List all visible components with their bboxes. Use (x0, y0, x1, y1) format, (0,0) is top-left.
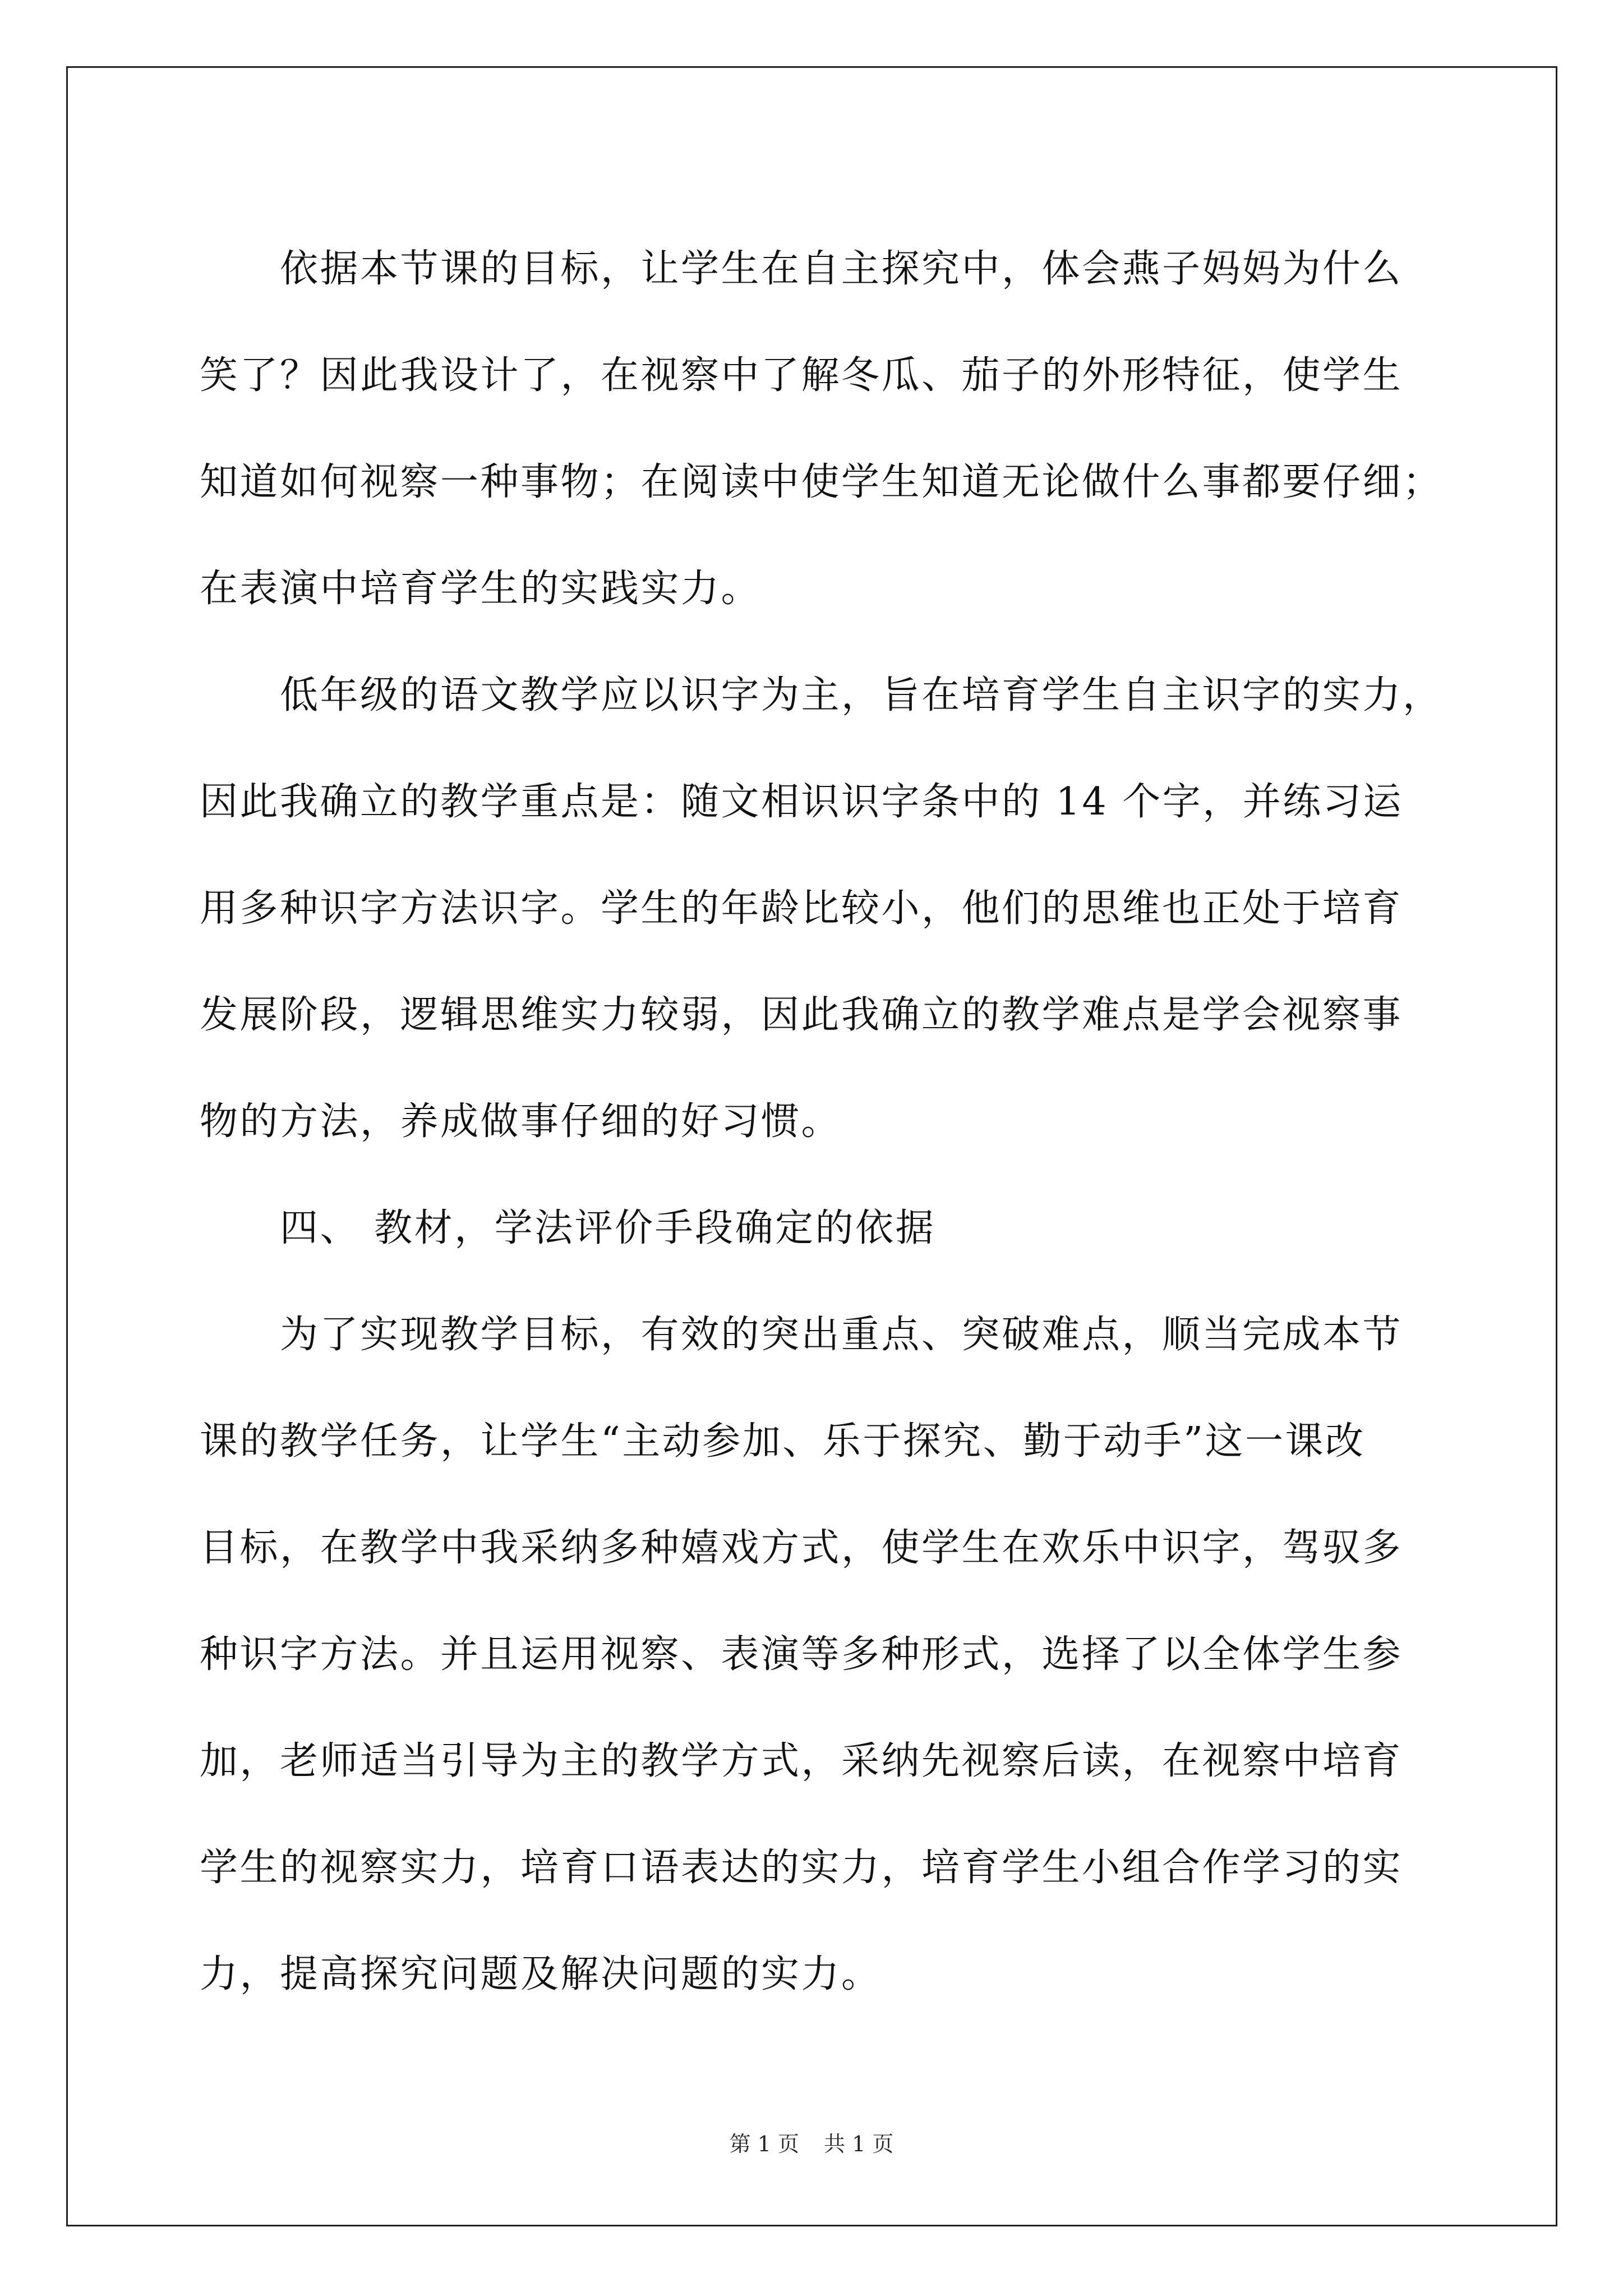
text-line: 知道如何视察一种事物；在阅读中使学生知道无论做什么事都要仔细； (200, 460, 1443, 504)
text-line: 笑了？因此我设计了，在视察中了解冬瓜、茄子的外形特征，使学生 (200, 353, 1403, 398)
text-line: 加，老师适当引导为主的教学方式，采纳先视察后读，在视察中培育 (200, 1739, 1403, 1783)
document-body (200, 216, 1443, 2028)
section-heading: 四、 教材，学法评价手段确定的依据 (200, 1206, 936, 1250)
text-line: 目标，在教学中我采纳多种嬉戏方式，使学生在欢乐中识字，驾驭多 (200, 1526, 1403, 1570)
text-line: 低年级的语文教学应以识字为主，旨在培育学生自主识字的实力， (200, 673, 1443, 717)
text-line: 依据本节课的目标，让学生在自主探究中，体会燕子妈妈为什么 (200, 247, 1403, 291)
page-footer (0, 2130, 1623, 2158)
text-line: 课的教学任务，让学生“主动参加、乐于探究、勤于动手”这一课改 (200, 1419, 1366, 1464)
page-number: 第 1 页 (729, 2132, 799, 2156)
page-total: 共 1 页 (824, 2132, 894, 2156)
text-line: 用多种识字方法识字。学生的年龄比较小，他们的思维也正处于培育 (200, 886, 1403, 931)
text-line: 物的方法，养成做事仔细的好习惯。 (200, 1099, 842, 1144)
text-line: 在表演中培育学生的实践实力。 (200, 567, 762, 611)
text-line: 因此我确立的教学重点是：随文相识识字条中的 14 个字，并练习运 (200, 780, 1403, 824)
text-line: 种识字方法。并且运用视察、表演等多种形式，选择了以全体学生参 (200, 1632, 1403, 1677)
text-line: 学生的视察实力，培育口语表达的实力，培育学生小组合作学习的实 (200, 1846, 1403, 1890)
text-line: 发展阶段，逻辑思维实力较弱，因此我确立的教学难点是学会视察事 (200, 993, 1403, 1037)
text-line: 力，提高探究问题及解决问题的实力。 (200, 1952, 882, 1996)
text-line: 为了实现教学目标，有效的突出重点、突破难点，顺当完成本节 (200, 1313, 1403, 1357)
